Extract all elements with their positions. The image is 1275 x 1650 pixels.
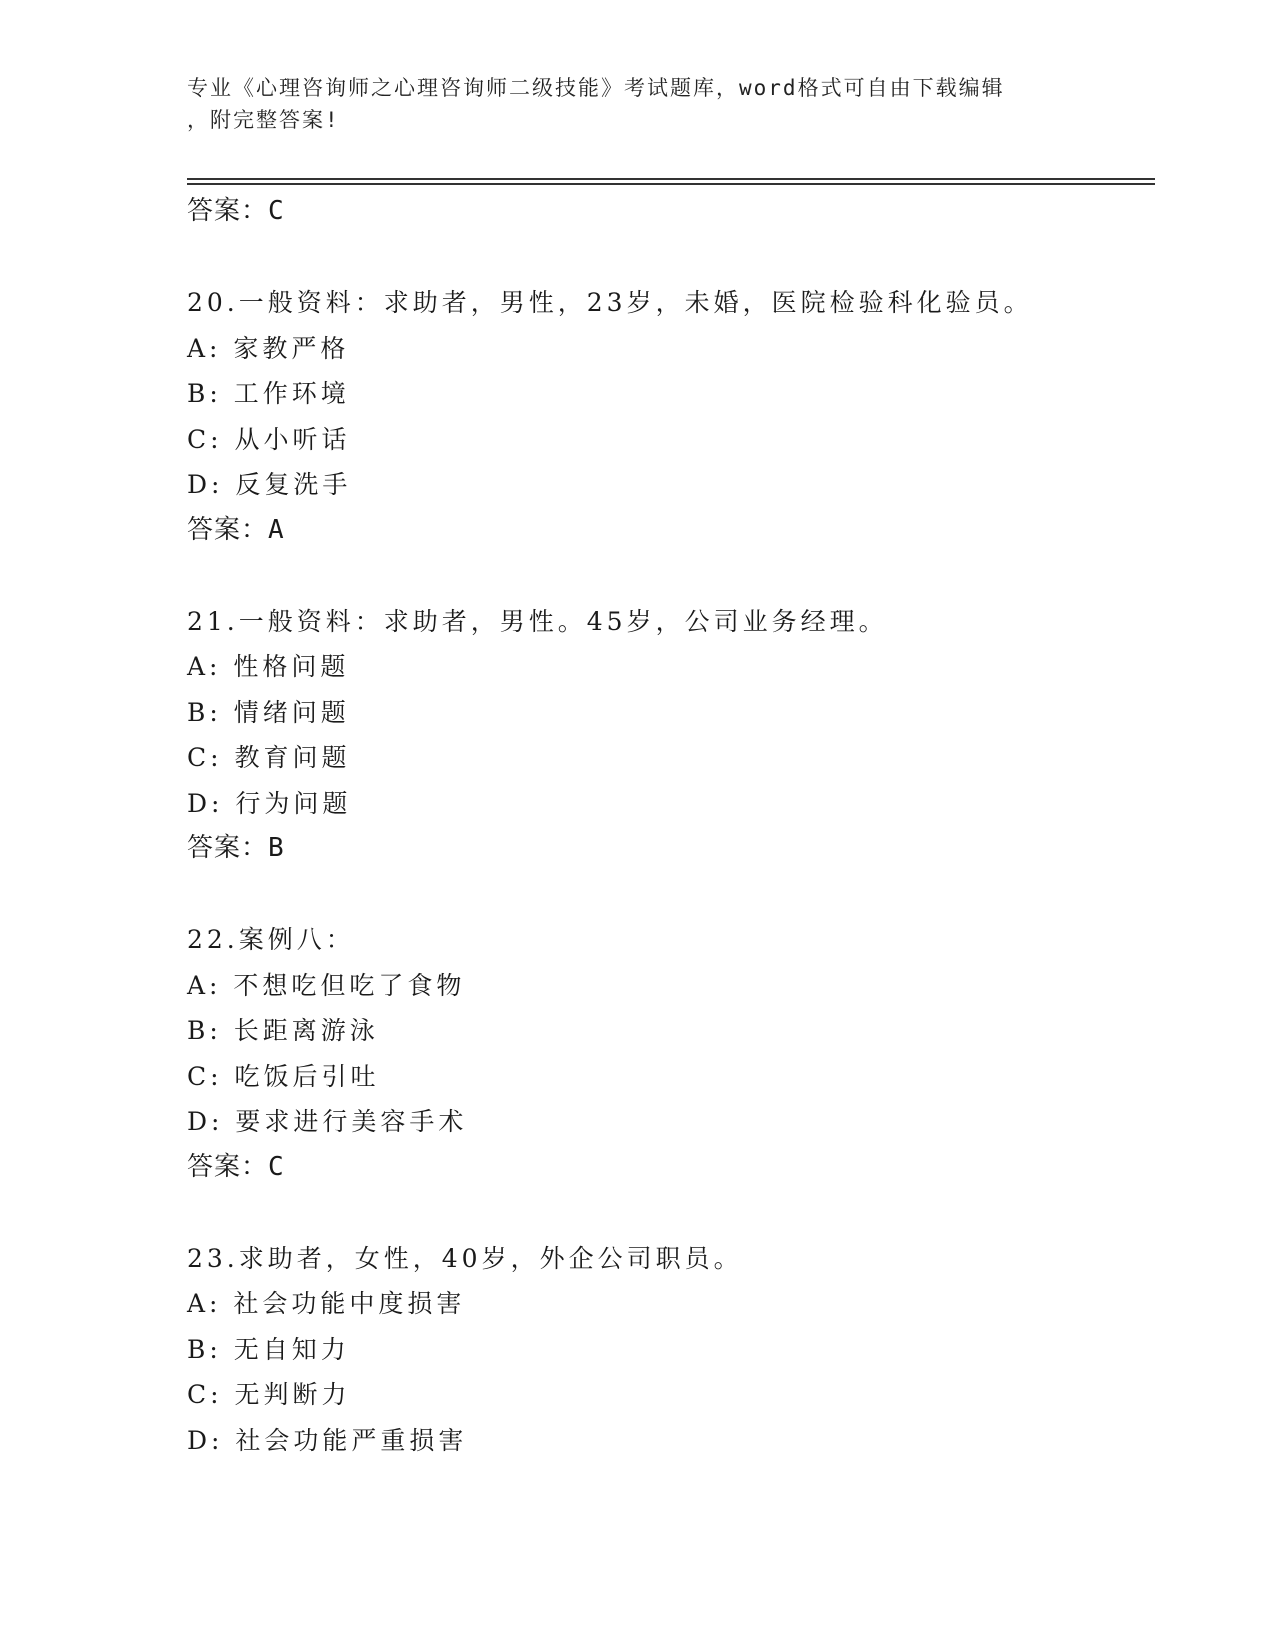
question-stem: 23.求助者，女性，40岁，外企公司职员。 (187, 1243, 743, 1273)
answer-label: 答案： (187, 196, 269, 226)
answer-line (187, 1145, 1155, 1191)
option-b: B: 情绪问题 (187, 697, 350, 727)
question-block (187, 280, 1155, 553)
header-line-2: ，附完整答案! (187, 108, 340, 132)
header-line-1: 专业《心理咨询师之心理咨询师二级技能》考试题库，word格式可自由下载编辑 (187, 76, 1005, 100)
answer-label: 答案： (187, 833, 269, 863)
option-d: D: 反复洗手 (187, 470, 352, 499)
option-a: A: 不想吃但吃了食物 (187, 970, 466, 1000)
document-header (187, 72, 1077, 136)
answer-value: A (268, 514, 285, 545)
spacer (187, 235, 1155, 281)
answer-value: B (268, 833, 285, 863)
question-list (187, 189, 1155, 1463)
spacer (187, 553, 1155, 599)
header-divider-bottom (187, 183, 1155, 185)
answer-line (187, 189, 1155, 235)
answer-line (187, 508, 1155, 554)
option-b: B: 工作环境 (187, 379, 350, 408)
question-block (187, 599, 1155, 872)
answer-value: C (268, 196, 285, 226)
option-d: D: 行为问题 (187, 788, 352, 818)
answer-label: 答案： (187, 514, 269, 545)
option-b: B: 无自知力 (187, 1334, 350, 1364)
answer-line (187, 826, 1155, 872)
option-c: C: 教育问题 (187, 743, 351, 772)
option-a: A: 家教严格 (187, 333, 350, 363)
spacer (187, 1190, 1155, 1236)
option-c: C: 吃饭后引吐 (187, 1061, 380, 1091)
question-stem: 22.案例八： (187, 925, 355, 954)
answer-value: C (268, 1151, 285, 1182)
answer-label: 答案： (187, 1151, 269, 1182)
option-c: C: 无判断力 (187, 1380, 351, 1409)
option-b: B: 长距离游泳 (187, 1016, 379, 1045)
option-a: A: 社会功能中度损害 (187, 1289, 466, 1318)
question-stem: 20.一般资料：求助者，男性，23岁，未婚，医院检验科化验员。 (187, 288, 1033, 317)
question-block (187, 1236, 1155, 1464)
question-stem: 21.一般资料：求助者，男性。45岁，公司业务经理。 (187, 606, 888, 636)
spacer (187, 872, 1155, 918)
header-divider-top (187, 178, 1155, 180)
question-block (187, 917, 1155, 1190)
option-d: D: 社会功能严重损害 (187, 1425, 468, 1455)
option-a: A: 性格问题 (187, 652, 350, 681)
option-c: C: 从小听话 (187, 424, 351, 454)
option-d: D: 要求进行美容手术 (187, 1107, 468, 1136)
